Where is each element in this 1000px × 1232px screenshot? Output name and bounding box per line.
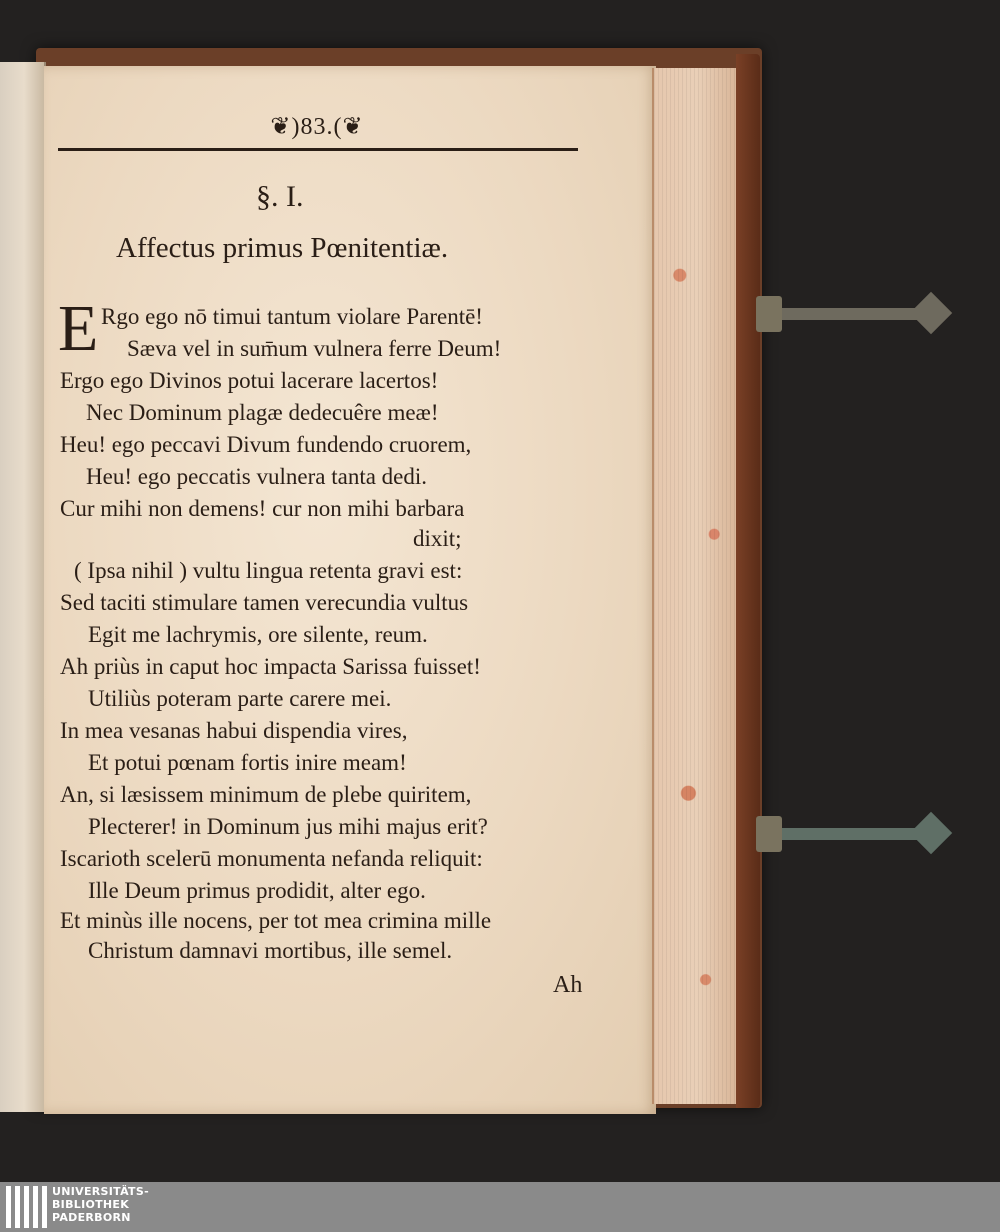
logo-line: BIBLIOTHEK <box>52 1198 130 1211</box>
verse-line: Nec Dominum plagæ dedecuêre meæ! <box>86 400 439 425</box>
verse-line: Egit me lachrymis, ore silente, reum. <box>88 622 428 647</box>
chapter-heading: Affectus primus Pœnitentiæ. <box>116 232 449 264</box>
verse-line: Cur mihi non demens! cur non mihi barbara <box>60 496 465 521</box>
logo-line: UNIVERSITÄTS- <box>52 1185 149 1198</box>
page-number-ornament: ❦)83.(❦ <box>270 114 364 140</box>
verse-line: In mea vesanas habui dispendia vires, <box>60 718 408 743</box>
drop-cap: E <box>58 292 99 365</box>
verse-line: Ergo ego Divinos potui lacerare lacertos! <box>60 368 439 393</box>
verse-line: ( Ipsa nihil ) vultu lingua retenta gravi est: <box>74 558 463 583</box>
library-logo-icon <box>6 1186 46 1228</box>
verse-line: Heu! ego peccatis vulnera tanta dedi. <box>86 464 428 489</box>
verse-line: Rgo ego nō timui tantum violare Parentē! <box>101 304 483 329</box>
verse-line: Et minùs ille nocens, per tot mea crimina mille <box>60 908 492 933</box>
library-logo-text <box>52 1185 149 1224</box>
verse-line: Plecterer! in Dominum jus mihi majus erit? <box>88 814 488 839</box>
verse-line: Utiliùs poteram parte carere mei. <box>88 686 392 711</box>
verse-line: Sæva vel in sum̄um vulnera ferre Deum! <box>127 336 502 361</box>
logo-line: PADERBORN <box>52 1211 131 1224</box>
section-number: §. I. <box>256 180 304 213</box>
catchword: Ah <box>553 972 583 998</box>
verse-line: Ille Deum primus prodidit, alter ego. <box>88 878 426 903</box>
verse-line: An, si læsissem minimum de plebe quiritem, <box>60 782 472 807</box>
verse-line: Sed taciti stimulare tamen verecundia vultus <box>60 590 469 615</box>
verse-line: Et potui pœnam fortis inire meam! <box>88 750 407 775</box>
verse-line: Ah priùs in caput hoc impacta Sarissa fuisset! <box>60 654 481 679</box>
library-footer <box>0 1182 1000 1232</box>
verse-line: dixit; <box>413 526 462 551</box>
verse-line: Iscarioth scelerū monumenta nefanda reliquit: <box>60 846 483 871</box>
verse-line: Heu! ego peccavi Divum fundendo cruorem, <box>60 432 472 457</box>
verse-line: Christum damnavi mortibus, ille semel. <box>88 938 453 963</box>
header-rule <box>58 148 578 151</box>
